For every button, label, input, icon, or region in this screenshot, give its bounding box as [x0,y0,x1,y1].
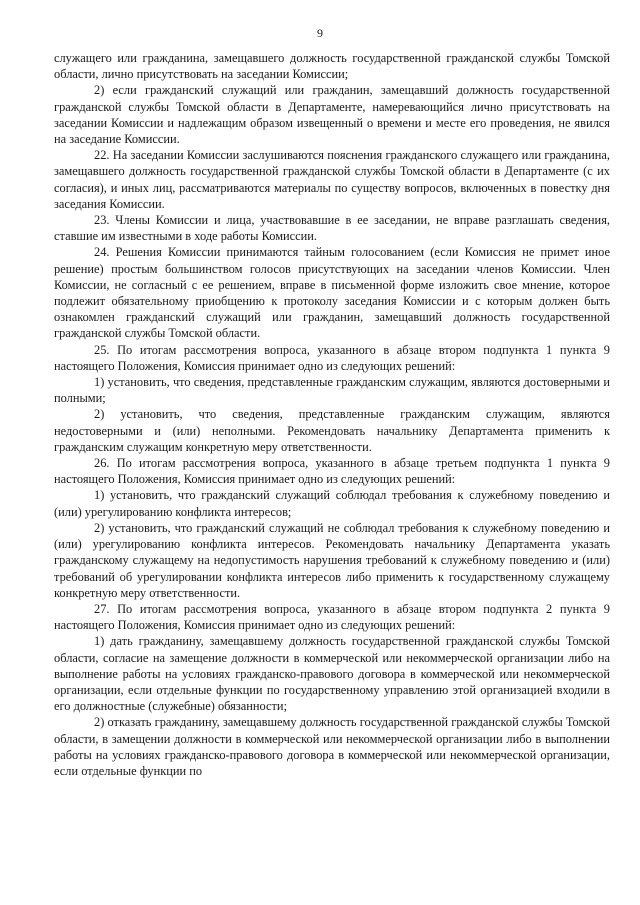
paragraph: 24. Решения Комиссии принимаются тайным голосованием (если Комиссия не примет иное решение) простым большинством голосов присутствующих на заседании членов Комиссии. Член Комиссии, не согласный с ее решением, вправе в письменной форме изложить свое мнение, которое подлежит обязательному приобщению к протоколу заседания Комиссии и с которым должен быть ознакомлен гражданский служащий или гражданин, замещавший должность государственной гражданской службы Томской области. [54,245,610,341]
paragraph: 26. По итогам рассмотрения вопроса, указанного в абзаце третьем подпункта 1 пункта 9 настоящего Положения, Комиссия принимает одно из следующих решений: [54,456,610,487]
paragraph: 2) если гражданский служащий или гражданин, замещавший должность государственной гражданской службы Томской области в Департаменте, намеревающийся лично присутствовать на заседании Комиссии и надлежащим образом извещенный о времени и месте его проведения, не явился на заседание Комиссии. [54,83,610,147]
paragraph: 1) установить, что гражданский служащий соблюдал требования к служебному поведению и (или) урегулированию конфликта интересов; [54,488,610,519]
paragraph: 1) установить, что сведения, представленные гражданским служащим, являются достоверными и полными; [54,375,610,406]
paragraph: 2) установить, что сведения, представленные гражданским служащим, являются недостоверными и (или) неполными. Рекомендовать начальнику Департамента применить к гражданским служащим конкретную меру ответственности. [54,407,610,454]
paragraph: служащего или гражданина, замещавшего должность государственной гражданской службы Томской области, лично присутствовать на заседании Комиссии; [54,51,610,82]
paragraph: 22. На заседании Комиссии заслушиваются пояснения гражданского служащего или гражданина, замещавшего должность государственной гражданской службы Томской области в Департаменте (с их согласия), и иных лиц, рассматриваются материалы по существу вопросов, включенных в повестку дня заседания Комиссии. [54,148,610,211]
paragraph: 27. По итогам рассмотрения вопроса, указанного в абзаце втором подпункта 2 пункта 9 настоящего Положения, Комиссия принимает одно из следующих решений: [54,601,610,633]
page-number: 9 [317,26,323,40]
paragraph: 2) отказать гражданину, замещавшему должность государственной гражданской службы Томской области, в замещении должности в коммерческой или некоммерческой организации либо в выполнении работы на условиях гражданско-правового договора в коммерческой или некоммерческой организации, если отдельные функции по [54,715,610,778]
paragraph: 2) установить, что гражданский служащий не соблюдал требования к служебному поведению и (или) урегулированию конфликта интересов. Рекомендовать начальнику Департамента указать гражданскому служащему на недопустимость нарушения требований к служебному поведению и (или) требований об урегулировании конфликта интересов либо применить к государственному служащему конкретную меру ответственности. [54,520,610,600]
paragraph: 25. По итогам рассмотрения вопроса, указанного в абзаце втором подпункта 1 пункта 9 настоящего Положения, Комиссия принимает одно из следующих решений: [54,342,610,373]
paragraph: 1) дать гражданину, замещавшему должность государственной гражданской службы Томской области, согласие на замещение должности в коммерческой или некоммерческой организации либо на выполнение работы на условиях гражданско-правового договора в коммерческой или некоммерческой организации, если отдельные функции по государственному управлению этой организацией входили в его должностные (служебные) обязанности; [54,634,610,714]
paragraph: 23. Члены Комиссии и лица, участвовавшие в ее заседании, не вправе разглашать сведения, ставшие им известными в ходе работы Комиссии. [54,213,610,244]
document-body [54,50,610,779]
